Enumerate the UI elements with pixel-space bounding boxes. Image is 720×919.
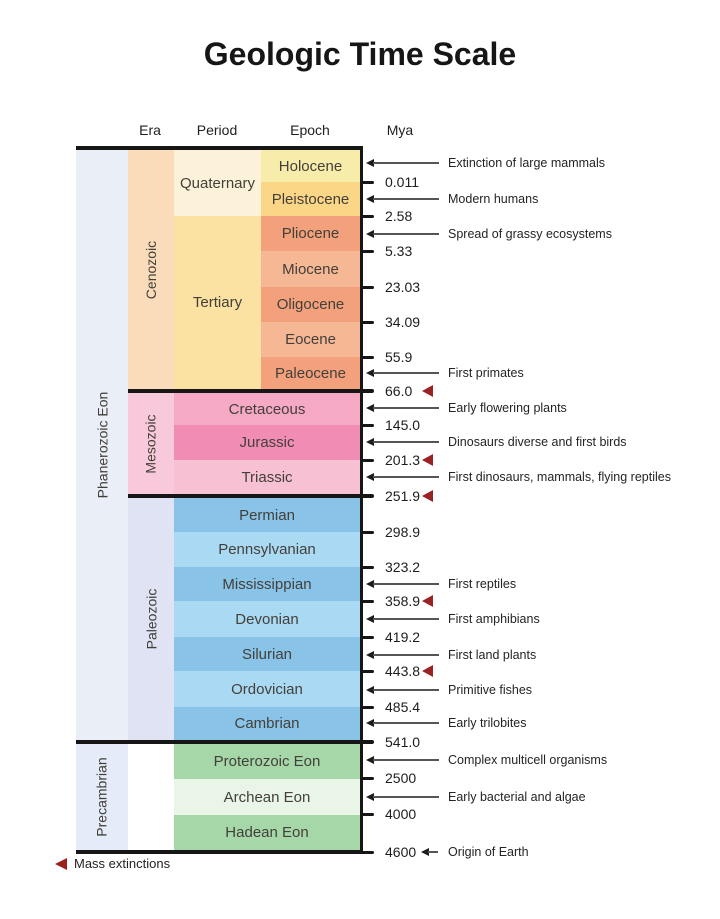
era-label-mesozoic: Mesozoic <box>143 413 160 474</box>
tick-mark-201-3 <box>360 459 374 462</box>
section-separator-line <box>76 146 363 150</box>
tick-mark-485-4 <box>360 706 374 709</box>
tick-mark-66-0 <box>360 389 374 393</box>
period-label-mississippian: Mississippian <box>222 575 312 593</box>
period-cell-silurian <box>174 637 360 671</box>
annotation-arrow-line <box>373 654 439 656</box>
annotation-dinosaurs-diverse-and-first-birds: Dinosaurs diverse and first birds <box>448 435 627 449</box>
period-label-silurian: Silurian <box>241 645 293 663</box>
period-cell-hadean-eon <box>174 815 360 850</box>
annotation-complex-multicell-organisms: Complex multicell organisms <box>448 753 608 767</box>
column-header-epoch: Epoch <box>290 122 330 138</box>
annotation-arrow-line <box>373 583 439 585</box>
tick-mark-0-011 <box>360 181 374 184</box>
section-separator-line <box>128 494 363 498</box>
tick-label-443-8: 443.8 <box>385 663 421 679</box>
period-label-pennsylvanian: Pennsylvanian <box>218 541 316 558</box>
tick-mark-298-9 <box>360 531 374 534</box>
annotation-first-reptiles: First reptiles <box>448 577 517 591</box>
tick-label-2-58: 2.58 <box>385 208 413 224</box>
period-label-quaternary: Quaternary <box>179 174 256 192</box>
epoch-cell-oligocene <box>261 287 360 322</box>
tick-label-541-0: 541.0 <box>385 734 421 750</box>
era-cell-paleozoic <box>128 498 174 740</box>
period-cell-permian <box>174 498 360 532</box>
tick-mark-419-2 <box>360 636 374 639</box>
tick-mark-358-9 <box>360 600 374 603</box>
epoch-label-pleistocene: Pleistocene <box>271 190 350 208</box>
tick-mark-145-0 <box>360 424 374 427</box>
tick-label-4600: 4600 <box>385 844 417 860</box>
tick-label-5-33: 5.33 <box>385 243 413 259</box>
period-label-devonian: Devonian <box>235 610 299 628</box>
annotation-arrow-line <box>373 162 439 164</box>
mass-extinction-marker-443-8 <box>422 665 433 677</box>
eon-cell-phanerozoic-eon <box>76 150 128 740</box>
annotation-spread-of-grassy-ecosystems: Spread of grassy ecosystems <box>448 227 612 241</box>
annotation-first-primates: First primates <box>448 366 524 380</box>
mass-extinction-marker-201-3 <box>422 454 433 466</box>
epoch-label-holocene: Holocene <box>278 157 343 175</box>
annotation-arrow-line <box>373 689 439 691</box>
annotation-arrow-line <box>373 618 439 620</box>
tick-mark-443-8 <box>360 670 374 673</box>
tick-mark-34-09 <box>360 321 374 324</box>
tick-mark-541-0 <box>360 740 374 744</box>
period-label-permian: Permian <box>239 506 295 524</box>
tick-mark-5-33 <box>360 250 374 253</box>
epoch-label-pliocene: Pliocene <box>281 225 340 242</box>
mass-extinction-marker-358-9 <box>422 595 433 607</box>
epoch-cell-eocene <box>261 322 360 357</box>
period-cell-mississippian <box>174 567 360 601</box>
legend-label: Mass extinctions <box>74 856 171 871</box>
tick-label-323-2: 323.2 <box>385 559 421 575</box>
epoch-cell-miocene <box>261 251 360 287</box>
epoch-label-miocene: Miocene <box>282 260 339 278</box>
period-cell-tertiary <box>174 216 261 389</box>
annotation-early-trilobites: Early trilobites <box>448 716 527 730</box>
annotation-early-flowering-plants: Early flowering plants <box>448 401 567 415</box>
tick-mark-4600 <box>360 851 374 854</box>
annotation-extinction-of-large-mammals: Extinction of large mammals <box>448 156 606 170</box>
era-label-paleozoic: Paleozoic <box>143 588 160 650</box>
annotation-arrow-line <box>373 407 439 409</box>
mass-extinction-triangle-icon <box>55 858 67 870</box>
eon-cell-precambrian <box>76 744 128 850</box>
era-cell-mesozoic <box>128 393 174 494</box>
tick-label-23-03: 23.03 <box>385 279 421 295</box>
annotation-arrow-line <box>373 441 439 443</box>
annotation-first-land-plants: First land plants <box>448 648 537 662</box>
eon-label-precambrian: Precambrian <box>94 757 110 837</box>
tick-label-298-9: 298.9 <box>385 524 421 540</box>
page-title: Geologic Time Scale <box>203 36 517 72</box>
annotation-arrow-line <box>373 476 439 478</box>
tick-label-251-9: 251.9 <box>385 488 421 504</box>
period-label-jurassic: Jurassic <box>239 434 295 451</box>
section-separator-line <box>128 389 363 393</box>
period-label-tertiary: Tertiary <box>192 294 243 311</box>
tick-label-55-9: 55.9 <box>385 349 413 365</box>
eon-label-phanerozoic-eon: Phanerozoic Eon <box>94 391 111 499</box>
annotation-origin-of-earth: Origin of Earth <box>448 845 529 859</box>
epoch-label-paleocene: Paleocene <box>275 364 346 382</box>
mass-extinction-marker-66-0 <box>422 385 433 397</box>
annotation-arrow-line <box>373 233 439 235</box>
period-label-triassic: Triassic <box>241 468 293 486</box>
tick-mark-4000 <box>360 813 374 816</box>
period-cell-quaternary <box>174 150 261 216</box>
tick-label-485-4: 485.4 <box>385 699 421 715</box>
era-label-cenozoic: Cenozoic <box>143 240 159 299</box>
annotation-arrow-line <box>373 796 439 798</box>
annotation-first-amphibians: First amphibians <box>448 612 540 626</box>
column-header-era: Era <box>139 122 161 138</box>
tick-label-419-2: 419.2 <box>385 629 421 645</box>
epoch-cell-pleistocene <box>261 182 360 216</box>
tick-label-358-9: 358.9 <box>385 593 421 609</box>
period-label-proterozoic-eon: Proterozoic Eon <box>213 753 321 770</box>
annotation-arrow-line <box>373 372 439 374</box>
period-cell-triassic <box>174 460 360 494</box>
period-label-cretaceous: Cretaceous <box>228 400 306 418</box>
period-label-ordovician: Ordovician <box>231 680 303 698</box>
tick-label-2500: 2500 <box>385 770 417 786</box>
period-cell-ordovician <box>174 671 360 707</box>
period-label-archean-eon: Archean Eon <box>223 788 311 806</box>
tick-mark-55-9 <box>360 356 374 359</box>
tick-label-66-0: 66.0 <box>385 383 413 399</box>
annotation-primitive-fishes: Primitive fishes <box>448 683 533 697</box>
tick-mark-23-03 <box>360 286 374 289</box>
period-cell-cambrian <box>174 707 360 740</box>
epoch-cell-pliocene <box>261 216 360 251</box>
column-header-period: Period <box>196 122 238 138</box>
tick-label-34-09: 34.09 <box>385 314 421 330</box>
tick-mark-2500 <box>360 777 374 780</box>
section-separator-line <box>76 850 363 854</box>
tick-label-0-011: 0.011 <box>385 174 419 190</box>
epoch-cell-holocene <box>261 150 360 182</box>
epoch-label-eocene: Eocene <box>285 331 336 348</box>
period-label-cambrian: Cambrian <box>234 715 300 732</box>
column-header-mya: Mya <box>386 122 414 138</box>
tick-label-201-3: 201.3 <box>385 452 421 468</box>
period-cell-pennsylvanian <box>174 532 360 567</box>
period-cell-cretaceous <box>174 393 360 425</box>
epoch-label-oligocene: Oligocene <box>276 296 345 313</box>
period-cell-devonian <box>174 601 360 637</box>
tick-label-4000: 4000 <box>385 806 417 822</box>
annotation-arrow-line <box>373 198 439 200</box>
section-separator-line <box>76 740 363 744</box>
tick-mark-2-58 <box>360 215 374 218</box>
epoch-cell-paleocene <box>261 357 360 389</box>
era-cell-cenozoic <box>128 150 174 389</box>
annotation-modern-humans: Modern humans <box>448 192 539 206</box>
mass-extinction-legend <box>55 856 170 871</box>
annotation-arrow-line <box>373 759 439 761</box>
tick-label-145-0: 145.0 <box>385 417 421 433</box>
tick-mark-323-2 <box>360 566 374 569</box>
annotation-arrow-line <box>428 851 438 853</box>
period-cell-archean-eon <box>174 779 360 815</box>
annotation-early-bacterial-and-algae: Early bacterial and algae <box>448 790 586 804</box>
tick-mark-251-9 <box>360 494 374 498</box>
period-label-hadean-eon: Hadean Eon <box>225 824 309 841</box>
annotation-arrow-line <box>373 722 439 724</box>
mass-extinction-marker-251-9 <box>422 490 433 502</box>
period-cell-jurassic <box>174 425 360 460</box>
period-cell-proterozoic-eon <box>174 744 360 779</box>
annotation-first-dinosaurs-mammals-flying-reptiles: First dinosaurs, mammals, flying reptiles <box>448 470 671 484</box>
